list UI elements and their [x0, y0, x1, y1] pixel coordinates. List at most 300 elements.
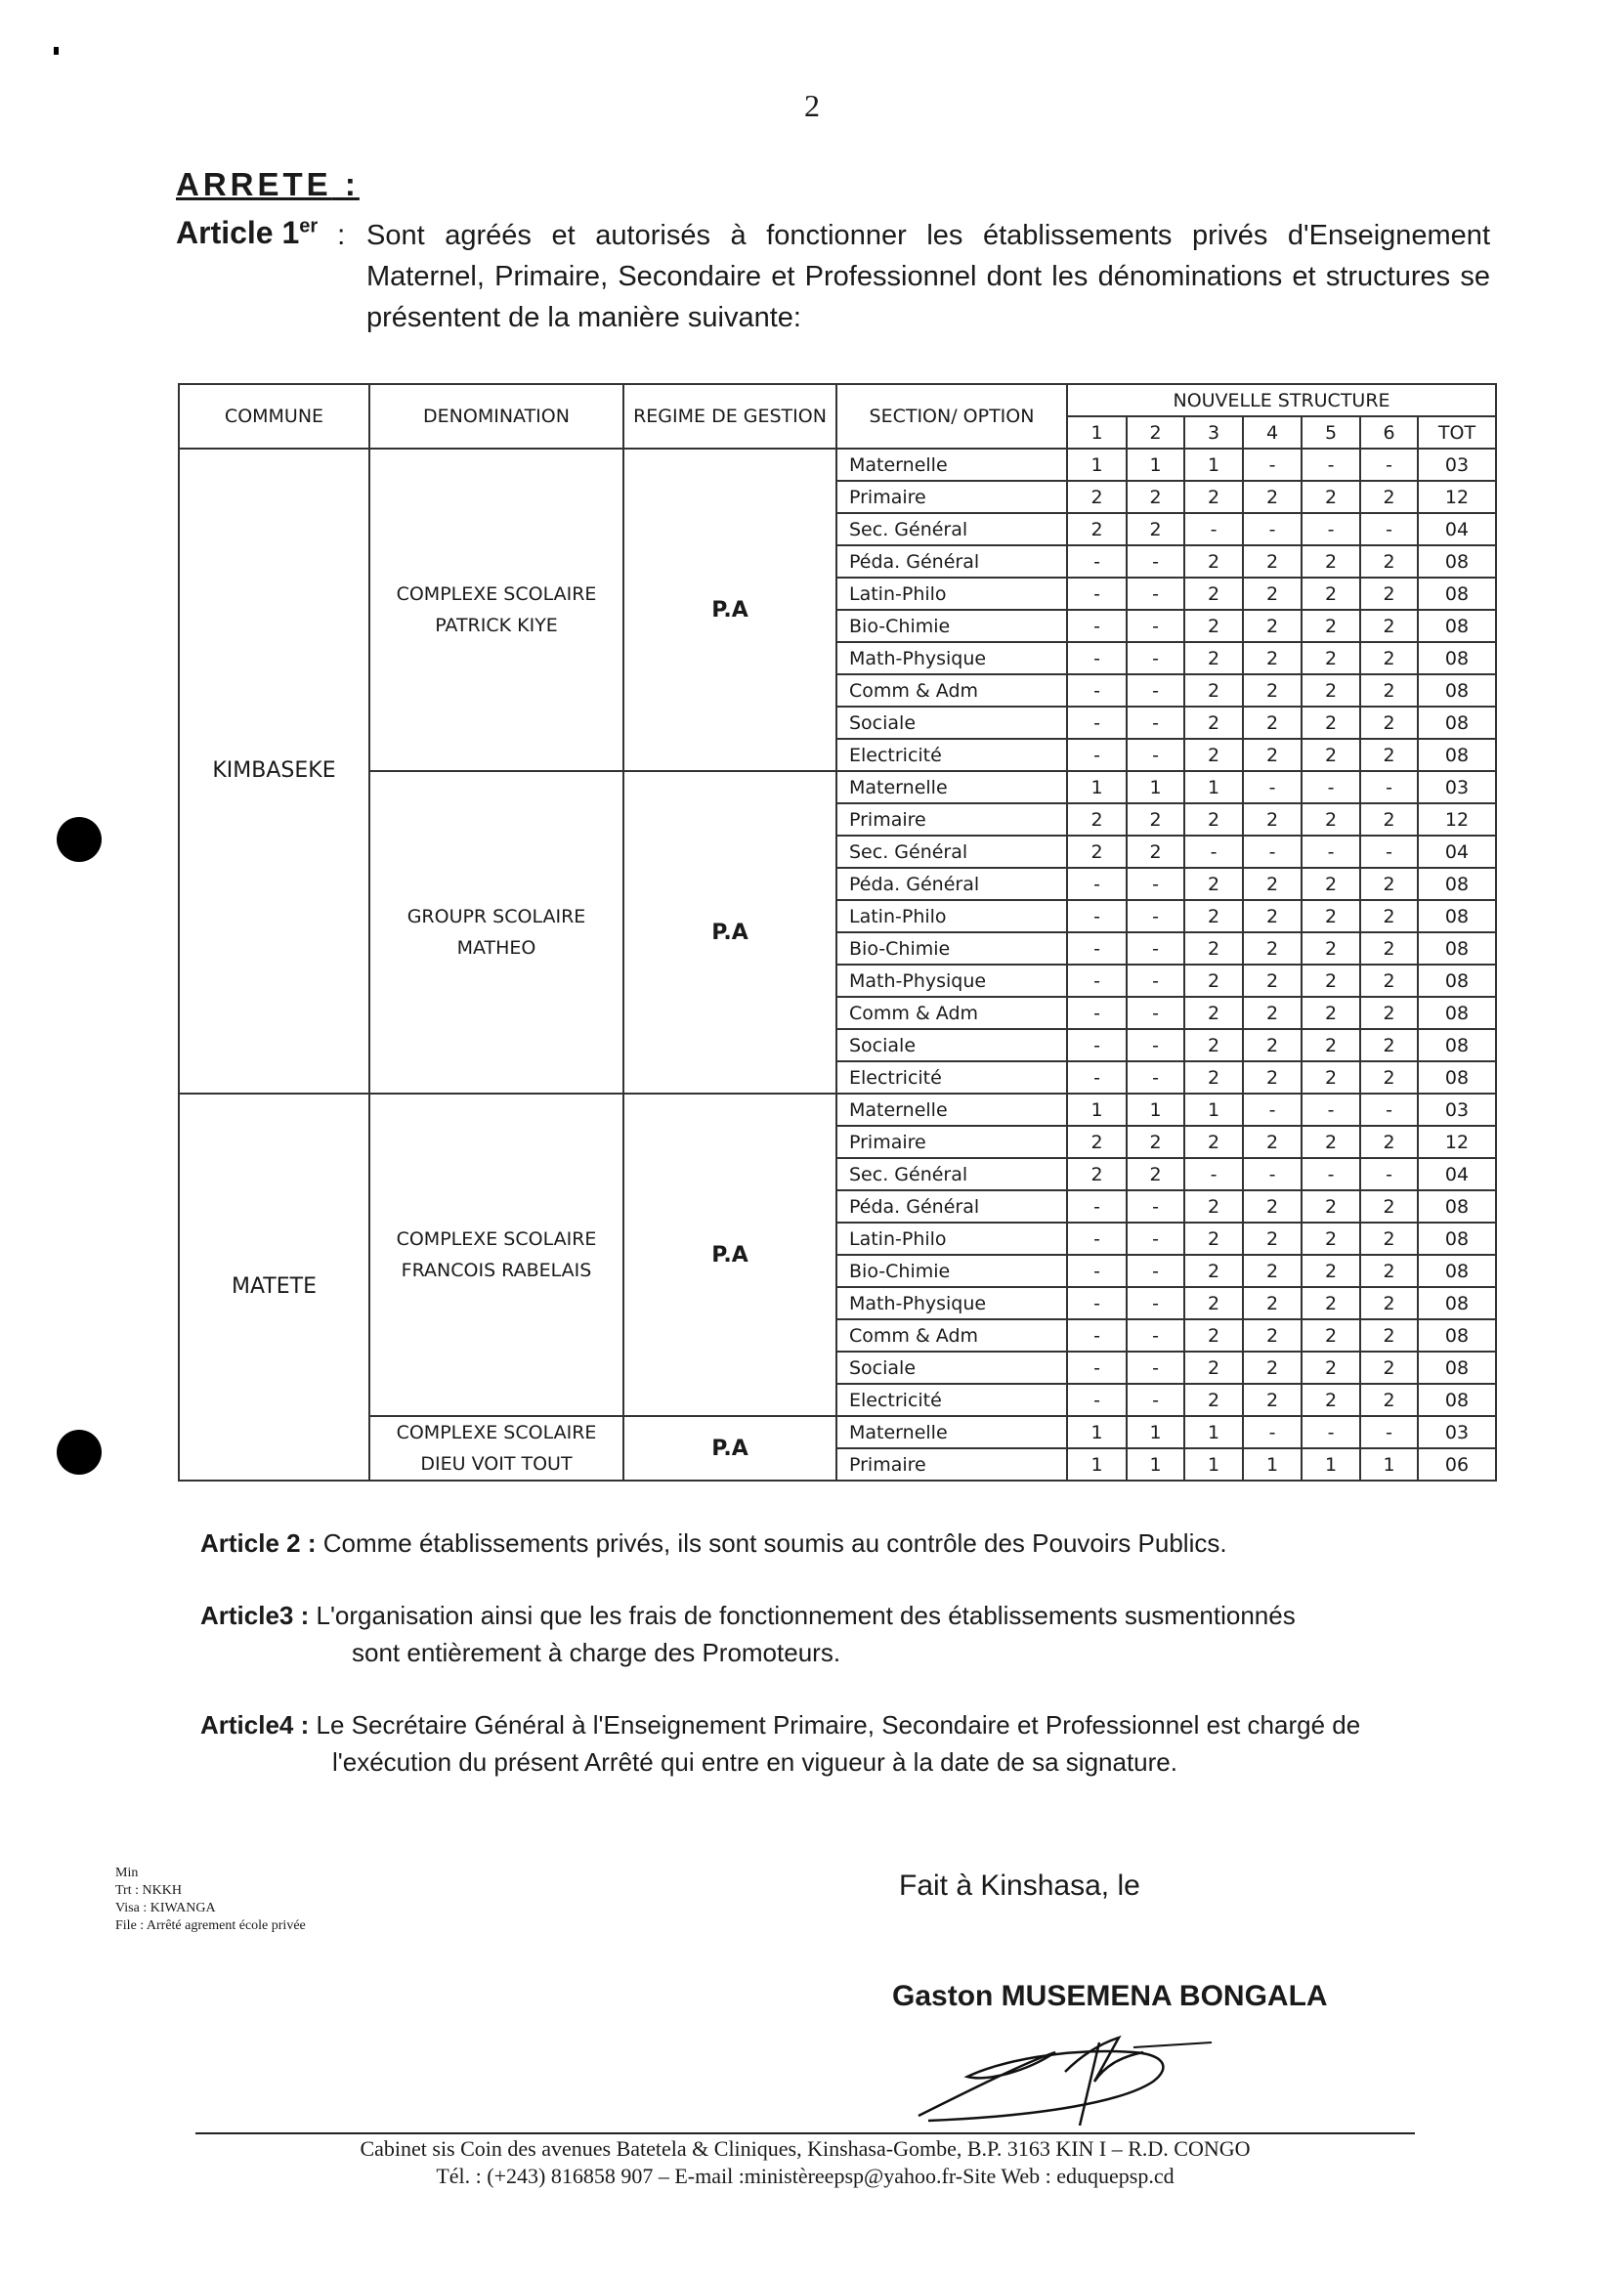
section-cell: Comm & Adm — [836, 1319, 1067, 1352]
article4-text1: Le Secrétaire Général à l'Enseignement Primaire, Secondaire et Professionnel est chargé de — [316, 1710, 1361, 1740]
header-commune: COMMUNE — [179, 384, 369, 449]
article2 — [200, 1525, 1227, 1562]
total-cell: 08 — [1418, 965, 1496, 997]
section-cell: Math-Physique — [836, 642, 1067, 674]
value-cell: - — [1302, 1158, 1360, 1190]
value-cell: 2 — [1302, 997, 1360, 1029]
value-cell: 2 — [1127, 836, 1184, 868]
value-cell: 2 — [1243, 707, 1302, 739]
value-cell: 2 — [1302, 481, 1360, 513]
value-cell: - — [1127, 868, 1184, 900]
total-cell: 08 — [1418, 578, 1496, 610]
value-cell: - — [1127, 1287, 1184, 1319]
total-cell: 08 — [1418, 674, 1496, 707]
section-cell: Maternelle — [836, 1416, 1067, 1448]
ref-line: File : Arrêté agrement école privée — [115, 1918, 306, 1933]
value-cell: 2 — [1243, 900, 1302, 932]
denomination-cell: COMPLEXE SCOLAIRE DIEU VOIT TOUT — [369, 1416, 623, 1481]
value-cell: 2 — [1243, 1190, 1302, 1223]
value-cell: 2 — [1360, 707, 1418, 739]
value-cell: - — [1302, 513, 1360, 545]
value-cell: 2 — [1127, 1126, 1184, 1158]
section-cell: Electricité — [836, 1384, 1067, 1416]
value-cell: 2 — [1067, 513, 1127, 545]
value-cell: 2 — [1243, 610, 1302, 642]
value-cell: 2 — [1243, 739, 1302, 771]
value-cell: 2 — [1184, 481, 1243, 513]
value-cell: - — [1127, 707, 1184, 739]
value-cell: - — [1067, 642, 1127, 674]
value-cell: 2 — [1302, 1126, 1360, 1158]
value-cell: - — [1067, 1287, 1127, 1319]
value-cell: 2 — [1360, 932, 1418, 965]
value-cell: - — [1127, 1029, 1184, 1061]
value-cell: - — [1067, 1384, 1127, 1416]
value-cell: 2 — [1184, 578, 1243, 610]
value-cell: 2 — [1184, 674, 1243, 707]
value-cell: 2 — [1302, 578, 1360, 610]
value-cell: - — [1127, 1255, 1184, 1287]
value-cell: 2 — [1184, 1352, 1243, 1384]
value-cell: 2 — [1360, 1061, 1418, 1094]
total-cell: 12 — [1418, 481, 1496, 513]
total-cell: 06 — [1418, 1448, 1496, 1481]
article1-sup: er — [299, 215, 319, 237]
article3-text1: L'organisation ainsi que les frais de fonctionnement des établissements susmentionnés — [316, 1601, 1296, 1630]
total-cell: 08 — [1418, 545, 1496, 578]
denomination-cell: COMPLEXE SCOLAIRE PATRICK KIYE — [369, 449, 623, 771]
value-cell: 2 — [1302, 900, 1360, 932]
section-cell: Sec. Général — [836, 1158, 1067, 1190]
value-cell: - — [1302, 1094, 1360, 1126]
value-cell: 2 — [1243, 578, 1302, 610]
value-cell: 2 — [1360, 1287, 1418, 1319]
total-cell: 08 — [1418, 1352, 1496, 1384]
value-cell: 2 — [1360, 674, 1418, 707]
header-col: 3 — [1184, 416, 1243, 449]
value-cell: 2 — [1243, 932, 1302, 965]
value-cell: 2 — [1243, 1061, 1302, 1094]
footer-address: Cabinet sis Coin des avenues Batetela & Cliniques, Kinshasa-Gombe, B.P. 3163 KIN I – R.D. CONGO — [360, 2136, 1251, 2161]
value-cell: - — [1127, 578, 1184, 610]
reference-block — [115, 1865, 306, 1935]
total-cell: 08 — [1418, 1190, 1496, 1223]
value-cell: - — [1302, 836, 1360, 868]
value-cell: - — [1067, 868, 1127, 900]
total-cell: 03 — [1418, 1094, 1496, 1126]
value-cell: 2 — [1360, 997, 1418, 1029]
section-cell: Electricité — [836, 739, 1067, 771]
value-cell: - — [1360, 1416, 1418, 1448]
value-cell: 2 — [1243, 1029, 1302, 1061]
value-cell: 1 — [1184, 1094, 1243, 1126]
section-cell: Péda. Général — [836, 545, 1067, 578]
value-cell: 1 — [1184, 449, 1243, 481]
value-cell: 1 — [1302, 1448, 1360, 1481]
value-cell: 2 — [1302, 739, 1360, 771]
value-cell: - — [1360, 1158, 1418, 1190]
value-cell: 2 — [1243, 642, 1302, 674]
value-cell: 2 — [1184, 1287, 1243, 1319]
value-cell: 2 — [1360, 578, 1418, 610]
arrete-heading: ARRETE : — [176, 166, 360, 202]
section-cell: Sociale — [836, 707, 1067, 739]
value-cell: 2 — [1184, 965, 1243, 997]
value-cell: - — [1243, 1416, 1302, 1448]
header-col: TOT — [1418, 416, 1496, 449]
value-cell: - — [1360, 1094, 1418, 1126]
section-cell: Sec. Général — [836, 836, 1067, 868]
section-cell: Péda. Général — [836, 868, 1067, 900]
value-cell: - — [1243, 771, 1302, 803]
value-cell: - — [1302, 1416, 1360, 1448]
total-cell: 08 — [1418, 610, 1496, 642]
total-cell: 08 — [1418, 1287, 1496, 1319]
value-cell: 2 — [1302, 803, 1360, 836]
value-cell: 2 — [1243, 1384, 1302, 1416]
total-cell: 08 — [1418, 1061, 1496, 1094]
handwritten-signature — [909, 2023, 1261, 2130]
value-cell: 2 — [1184, 997, 1243, 1029]
value-cell: 1 — [1067, 771, 1127, 803]
value-cell: 2 — [1243, 1223, 1302, 1255]
value-cell: - — [1127, 642, 1184, 674]
value-cell: 2 — [1243, 997, 1302, 1029]
value-cell: 2 — [1243, 1319, 1302, 1352]
value-cell: - — [1067, 1352, 1127, 1384]
total-cell: 03 — [1418, 1416, 1496, 1448]
section-cell: Maternelle — [836, 449, 1067, 481]
section-cell: Latin-Philo — [836, 578, 1067, 610]
value-cell: 2 — [1067, 803, 1127, 836]
value-cell: 2 — [1360, 481, 1418, 513]
ref-line: Trt : NKKH — [115, 1883, 182, 1898]
section-cell: Math-Physique — [836, 965, 1067, 997]
total-cell: 08 — [1418, 707, 1496, 739]
total-cell: 08 — [1418, 1319, 1496, 1352]
punch-hole-top — [57, 817, 102, 862]
regime-cell: P.A — [623, 771, 836, 1094]
value-cell: - — [1127, 965, 1184, 997]
denomination-cell: COMPLEXE SCOLAIRE FRANCOIS RABELAIS — [369, 1094, 623, 1416]
value-cell: - — [1127, 610, 1184, 642]
value-cell: - — [1067, 1223, 1127, 1255]
value-cell: 2 — [1127, 803, 1184, 836]
ref-line: Min — [115, 1866, 139, 1880]
value-cell: - — [1067, 932, 1127, 965]
value-cell: - — [1127, 545, 1184, 578]
value-cell: - — [1067, 545, 1127, 578]
regime-cell: P.A — [623, 1094, 836, 1416]
article4-text2: l'exécution du présent Arrêté qui entre en vigueur à la date de sa signature. — [332, 1747, 1177, 1777]
article1-label: Article 1er — [176, 215, 319, 250]
value-cell: - — [1067, 578, 1127, 610]
value-cell: 2 — [1243, 1126, 1302, 1158]
value-cell: 2 — [1302, 932, 1360, 965]
denomination-cell: GROUPR SCOLAIRE MATHEO — [369, 771, 623, 1094]
value-cell: - — [1243, 449, 1302, 481]
value-cell: 2 — [1360, 642, 1418, 674]
value-cell: 2 — [1360, 545, 1418, 578]
table-row — [179, 449, 1496, 481]
article1-text: Sont agréés et autorisés à fonctionner les établissements privés d'Enseignement Maternel, Primaire, Secondaire et Professionnel dont les dénominations et structures se présentent de la manière suivante: — [366, 220, 1490, 333]
article4-label: Article4 : — [200, 1710, 310, 1740]
footer-contact: Tél. : (+243) 816858 907 – E-mail :ministèreepsp@yahoo.fr-Site Web : eduquepsp.cd — [436, 2164, 1175, 2188]
value-cell: 2 — [1302, 642, 1360, 674]
value-cell: 2 — [1302, 1029, 1360, 1061]
section-cell: Sociale — [836, 1029, 1067, 1061]
value-cell: - — [1067, 965, 1127, 997]
total-cell: 08 — [1418, 997, 1496, 1029]
section-cell: Electricité — [836, 1061, 1067, 1094]
page-number: 2 — [804, 88, 820, 123]
section-cell: Primaire — [836, 803, 1067, 836]
ref-line: Visa : KIWANGA — [115, 1901, 216, 1915]
value-cell: 2 — [1360, 868, 1418, 900]
value-cell: 2 — [1360, 610, 1418, 642]
value-cell: 2 — [1184, 610, 1243, 642]
value-cell: 2 — [1302, 1223, 1360, 1255]
value-cell: 2 — [1127, 481, 1184, 513]
value-cell: - — [1067, 1190, 1127, 1223]
value-cell: 2 — [1184, 642, 1243, 674]
value-cell: 2 — [1067, 1126, 1127, 1158]
section-cell: Comm & Adm — [836, 997, 1067, 1029]
section-cell: Bio-Chimie — [836, 932, 1067, 965]
section-cell: Maternelle — [836, 771, 1067, 803]
value-cell: 2 — [1184, 1061, 1243, 1094]
value-cell: 2 — [1184, 1190, 1243, 1223]
value-cell: - — [1184, 513, 1243, 545]
total-cell: 12 — [1418, 1126, 1496, 1158]
signatory-name: Gaston MUSEMENA BONGALA — [892, 1980, 1328, 2012]
value-cell: - — [1127, 900, 1184, 932]
total-cell: 03 — [1418, 449, 1496, 481]
value-cell: - — [1243, 836, 1302, 868]
value-cell: - — [1127, 674, 1184, 707]
header-nouvelle-structure: NOUVELLE STRUCTURE — [1067, 384, 1496, 416]
footer-rule — [195, 2132, 1415, 2134]
commune-cell: MATETE — [179, 1094, 369, 1481]
article3-text2: sont entièrement à charge des Promoteurs. — [352, 1638, 841, 1667]
table-row — [179, 771, 1496, 803]
value-cell: 2 — [1360, 739, 1418, 771]
value-cell: 2 — [1360, 1029, 1418, 1061]
value-cell: - — [1067, 674, 1127, 707]
value-cell: 2 — [1184, 868, 1243, 900]
value-cell: - — [1360, 771, 1418, 803]
value-cell: 2 — [1243, 1352, 1302, 1384]
value-cell: - — [1127, 1384, 1184, 1416]
value-cell: 2 — [1302, 1190, 1360, 1223]
value-cell: 1 — [1127, 771, 1184, 803]
section-cell: Sec. Général — [836, 513, 1067, 545]
value-cell: 2 — [1360, 965, 1418, 997]
value-cell: - — [1127, 932, 1184, 965]
value-cell: 2 — [1184, 707, 1243, 739]
value-cell: 2 — [1243, 481, 1302, 513]
value-cell: 1 — [1127, 1416, 1184, 1448]
value-cell: 2 — [1360, 1384, 1418, 1416]
value-cell: - — [1067, 739, 1127, 771]
value-cell: 2 — [1360, 1223, 1418, 1255]
section-cell: Latin-Philo — [836, 900, 1067, 932]
value-cell: - — [1127, 1352, 1184, 1384]
total-cell: 08 — [1418, 1384, 1496, 1416]
value-cell: 2 — [1243, 868, 1302, 900]
value-cell: - — [1302, 449, 1360, 481]
total-cell: 08 — [1418, 1255, 1496, 1287]
value-cell: - — [1360, 836, 1418, 868]
scan-speck — [54, 47, 59, 55]
header-col: 4 — [1243, 416, 1302, 449]
value-cell: 2 — [1184, 900, 1243, 932]
value-cell: 2 — [1184, 803, 1243, 836]
article4 — [200, 1706, 1471, 1781]
section-cell: Primaire — [836, 481, 1067, 513]
value-cell: - — [1067, 1061, 1127, 1094]
value-cell: 2 — [1360, 803, 1418, 836]
value-cell: 2 — [1067, 481, 1127, 513]
value-cell: 2 — [1360, 900, 1418, 932]
section-cell: Bio-Chimie — [836, 1255, 1067, 1287]
value-cell: 2 — [1302, 1287, 1360, 1319]
value-cell: 2 — [1184, 739, 1243, 771]
regime-cell: P.A — [623, 1416, 836, 1481]
total-cell: 04 — [1418, 513, 1496, 545]
total-cell: 08 — [1418, 1223, 1496, 1255]
value-cell: 2 — [1184, 932, 1243, 965]
header-col: 5 — [1302, 416, 1360, 449]
value-cell: 2 — [1302, 965, 1360, 997]
total-cell: 04 — [1418, 1158, 1496, 1190]
value-cell: 2 — [1243, 965, 1302, 997]
article3 — [200, 1597, 1451, 1671]
value-cell: 1 — [1243, 1448, 1302, 1481]
value-cell: - — [1127, 739, 1184, 771]
value-cell: 1 — [1127, 1448, 1184, 1481]
value-cell: 2 — [1243, 674, 1302, 707]
value-cell: - — [1067, 610, 1127, 642]
value-cell: 2 — [1302, 1061, 1360, 1094]
value-cell: - — [1127, 1190, 1184, 1223]
value-cell: 2 — [1184, 1223, 1243, 1255]
value-cell: 2 — [1184, 1319, 1243, 1352]
article2-text: Comme établissements privés, ils sont soumis au contrôle des Pouvoirs Publics. — [322, 1528, 1227, 1558]
total-cell: 08 — [1418, 900, 1496, 932]
value-cell: - — [1184, 836, 1243, 868]
value-cell: - — [1360, 449, 1418, 481]
value-cell: 2 — [1127, 1158, 1184, 1190]
value-cell: 2 — [1302, 707, 1360, 739]
total-cell: 08 — [1418, 739, 1496, 771]
value-cell: - — [1243, 1094, 1302, 1126]
table-row — [179, 1416, 1496, 1448]
regime-cell: P.A — [623, 449, 836, 771]
value-cell: 2 — [1360, 1255, 1418, 1287]
value-cell: 2 — [1302, 1319, 1360, 1352]
value-cell: 2 — [1302, 1255, 1360, 1287]
header-col: 2 — [1127, 416, 1184, 449]
value-cell: 2 — [1243, 545, 1302, 578]
value-cell: 2 — [1067, 1158, 1127, 1190]
arrete-heading-text: ARRETE — [176, 166, 332, 202]
value-cell: 2 — [1360, 1126, 1418, 1158]
value-cell: 1 — [1067, 449, 1127, 481]
section-cell: Comm & Adm — [836, 674, 1067, 707]
commune-cell: KIMBASEKE — [179, 449, 369, 1094]
value-cell: 2 — [1184, 1029, 1243, 1061]
value-cell: 2 — [1302, 545, 1360, 578]
value-cell: - — [1067, 707, 1127, 739]
section-cell: Primaire — [836, 1448, 1067, 1481]
value-cell: - — [1127, 1061, 1184, 1094]
value-cell: - — [1127, 997, 1184, 1029]
value-cell: 2 — [1243, 1287, 1302, 1319]
total-cell: 12 — [1418, 803, 1496, 836]
value-cell: 1 — [1184, 1416, 1243, 1448]
header-col: 1 — [1067, 416, 1127, 449]
section-cell: Math-Physique — [836, 1287, 1067, 1319]
header-regime: REGIME DE GESTION — [623, 384, 836, 449]
section-cell: Bio-Chimie — [836, 610, 1067, 642]
section-cell: Latin-Philo — [836, 1223, 1067, 1255]
value-cell: - — [1127, 1319, 1184, 1352]
value-cell: 1 — [1184, 1448, 1243, 1481]
value-cell: 1 — [1360, 1448, 1418, 1481]
total-cell: 08 — [1418, 932, 1496, 965]
value-cell: 2 — [1184, 545, 1243, 578]
section-cell: Sociale — [836, 1352, 1067, 1384]
value-cell: 1 — [1067, 1448, 1127, 1481]
section-cell: Maternelle — [836, 1094, 1067, 1126]
header-section: SECTION/ OPTION — [836, 384, 1067, 449]
value-cell: 2 — [1243, 1255, 1302, 1287]
value-cell: 2 — [1184, 1255, 1243, 1287]
total-cell: 08 — [1418, 642, 1496, 674]
value-cell: - — [1067, 1255, 1127, 1287]
fait-a-kinshasa: Fait à Kinshasa, le — [899, 1870, 1140, 1902]
punch-hole-bottom — [57, 1430, 102, 1475]
total-cell: 08 — [1418, 868, 1496, 900]
total-cell: 04 — [1418, 836, 1496, 868]
value-cell: - — [1302, 771, 1360, 803]
article3-label: Article3 : — [200, 1601, 310, 1630]
value-cell: - — [1243, 513, 1302, 545]
value-cell: 2 — [1302, 674, 1360, 707]
value-cell: - — [1067, 997, 1127, 1029]
structure-table — [178, 383, 1497, 1482]
value-cell: - — [1184, 1158, 1243, 1190]
value-cell: - — [1127, 1223, 1184, 1255]
value-cell: 2 — [1302, 1352, 1360, 1384]
value-cell: 2 — [1360, 1190, 1418, 1223]
value-cell: - — [1067, 1029, 1127, 1061]
header-col: 6 — [1360, 416, 1418, 449]
section-cell: Primaire — [836, 1126, 1067, 1158]
value-cell: 2 — [1067, 836, 1127, 868]
table-row — [179, 1094, 1496, 1126]
section-cell: Péda. Général — [836, 1190, 1067, 1223]
value-cell: 2 — [1302, 610, 1360, 642]
value-cell: 2 — [1184, 1384, 1243, 1416]
value-cell: - — [1360, 513, 1418, 545]
value-cell: 2 — [1360, 1352, 1418, 1384]
total-cell: 08 — [1418, 1029, 1496, 1061]
value-cell: - — [1067, 900, 1127, 932]
header-denomination: DENOMINATION — [369, 384, 623, 449]
value-cell: 1 — [1067, 1416, 1127, 1448]
